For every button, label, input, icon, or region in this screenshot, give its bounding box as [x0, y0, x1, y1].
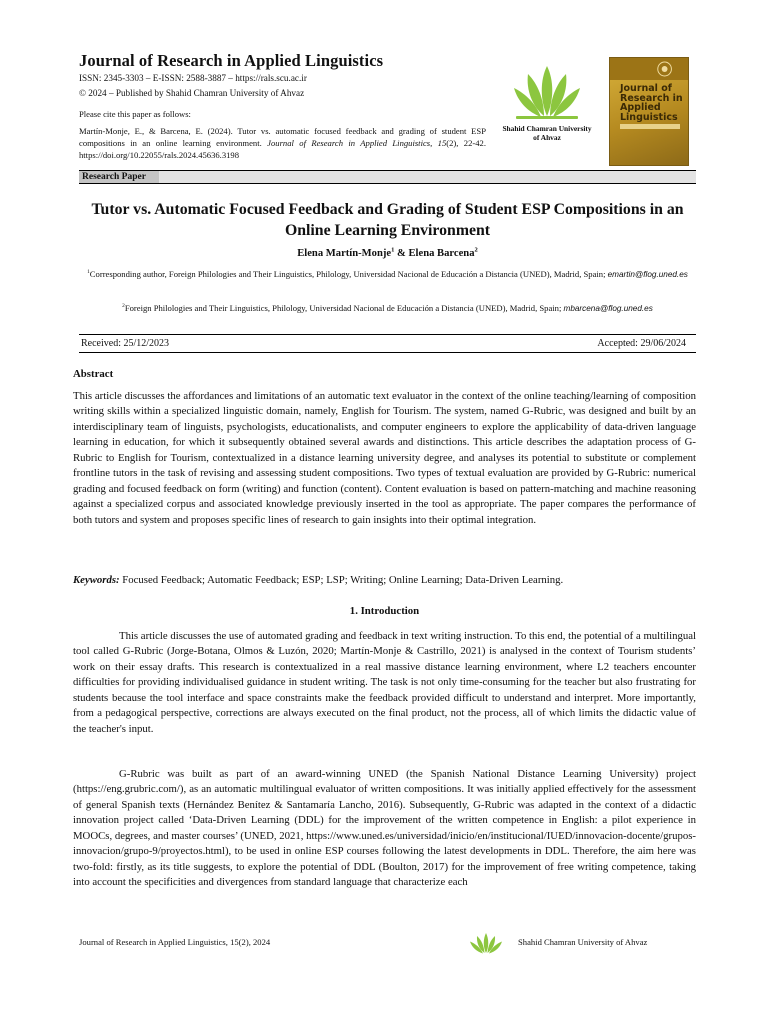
journal-cover: [609, 57, 689, 166]
university-logo: [500, 64, 594, 142]
keywords-list: Focused Feedback; Automatic Feedback; ESP; LSP; Writing; Online Learning; Data-Driven Learning.: [119, 574, 564, 586]
footer-leaf-logo-icon: [467, 932, 505, 954]
author-separator: &: [394, 248, 409, 259]
journal-title: Journal of Research in Applied Linguistics: [79, 51, 384, 70]
affiliation-2: [79, 302, 696, 315]
affiliation-2-email[interactable]: mbarcena@flog.uned.es: [563, 304, 653, 313]
keywords-label: Keywords:: [73, 574, 120, 586]
footer-university: Shahid Chamran University of Ahvaz: [518, 937, 648, 947]
section-bar: [79, 170, 696, 184]
citation-doi[interactable]: (2), 22-42. https://doi.org/10.22055/rals.2024.45636.3198: [79, 138, 486, 160]
citation-heading: Please cite this paper as follows:: [79, 109, 191, 119]
affiliation-1: [79, 268, 696, 281]
introduction-heading: 1. Introduction: [349, 605, 420, 617]
author-2-sup: 2: [474, 246, 478, 254]
cover-title: Journal of Research in Applied Linguistics: [620, 83, 683, 123]
affiliation-1-text: Corresponding author, Foreign Philologies and Their Linguistics, Philology, Universidad Nacional de Educación a Distancia (UNED), Madrid, Spain;: [89, 269, 606, 279]
introduction-paragraph-1: This article discusses the use of automated grading and feedback in text writing instruction. To this end, the potential of a multilingual tool called G-Rubric (Jorge-Botana, Olmos & Luzón, 2020; Martín-Monje & Castrillo, 2021) is analysed in the context of Tourism students’ work on their essay drafts. This research is contextualized in a real massive distance learning environment, where L2 teachers encounter difficulties for providing individualised guidance in student writing. The task is not only time-consuming for the teacher but also frustrating for students because the tool interface and space constraints make the feedback provided difficult to understand and interpret. More importantly, from a pedagogical perspective, corrections are always executed on the final product, not the process, all of which limits the didactic value of the teacher's input.: [73, 630, 696, 735]
citation-authors: Martín-Monje, E., & Barcena, E. (2024). Tutor vs. automatic focused feedback and grading of student ESP compositions in an online learning environment.: [79, 126, 486, 148]
authors: [79, 248, 696, 259]
cover-ornament-icon: [610, 58, 688, 80]
citation-box: [79, 108, 486, 161]
university-logo-text: Shahid Chamran University of Ahvaz: [502, 124, 592, 142]
issn-line: ISSN: 2345-3303 – E-ISSN: 2588-3887 – https://rals.scu.ac.ir: [79, 73, 307, 83]
citation-journal: Journal of Research in Applied Linguistics, 15: [267, 138, 447, 148]
cover-bar: [620, 124, 680, 129]
paper-title: Tutor vs. Automatic Focused Feedback and Grading of Student ESP Compositions in an Online Learning Environment: [91, 201, 684, 239]
abstract-text: [73, 389, 696, 528]
introduction-paragraph-2: G-Rubric was built as part of an award-winning UNED (the Spanish National Distance Learning University) project (https://eng.grubric.com/), as an automatic multilingual evaluator of written compositions. It was initially applied effectively for the assessment of general Spanish texts (Hernández Benítez & Santamaría Lancho, 2016). Subsequently, G-Rubric was adapted in the context of a didactic innovation project called ‘Data-Driven Learning (DDL) for the improvement of the written competence in English: a pilot experience in MOOCs, degrees, and master courses’ (UNED, 2021, https://www.uned.es/universidad/inicio/en/institucional/IUED/innovacion-docente/grupos-innovacion/grupo-9/proyectos.html), to be used in online ESP courses following the latest developments in DDL. Therefore, the aim here was two-fold: firstly, as its title suggests, to explore the potential of DDL (Boulton, 2017) for the improvement of free writing competence, taking into account the specificities and divergences from standard language that characterize each: [73, 768, 696, 889]
abstract-paragraph: This article discusses the affordances and limitations of an automatic text evaluator in the context of the online teaching/learning of composition writing skills within a specialized linguistic domain, namely, English for Tourism. The system, named G-Rubric, was designed and built by an interdisciplinary team of linguists, psychologists, educationalists, and computer engineers to explore the applicability of data-driven language learning in education, for which it subsequently obtained several awards and distinctions. This article describes the adaptation process of G-Rubric to English for Tourism, contextualized in a distance learning university degree, and analyses its potential to substitute or complement frontline tutors in the task of revising and assessing student compositions. Two types of textual evaluation are provided by G-Rubric: numerical grading and focused feedback on form (writing) and function (content). Content evaluation is based on pattern-matching and machine reasoning against a specialized corpus and associated knowledge previously inserted in the tool as appropriate. The paper compares the performance of both tutors and system and proposes specific lines of research to gain insights into their optimal integration.: [73, 390, 696, 526]
footer-logo: [467, 932, 505, 959]
author-2: Elena Barcena: [408, 248, 475, 259]
copyright-line: © 2024 – Published by Shahid Chamran University of Ahvaz: [79, 88, 305, 98]
affiliation-1-email[interactable]: emartin@flog.uned.es: [607, 270, 688, 279]
footer-journal: Journal of Research in Applied Linguistics, 15(2), 2024: [79, 937, 271, 947]
affiliation-2-sup: 2: [122, 303, 125, 310]
accepted-date: Accepted: 29/06/2024: [597, 338, 686, 349]
affiliation-1-sup: 1: [87, 269, 90, 276]
introduction-para-1: [73, 629, 696, 737]
keywords: [73, 574, 696, 586]
abstract-heading: Abstract: [73, 368, 114, 380]
introduction-para-2: [73, 767, 696, 891]
leaf-logo-icon: [510, 64, 584, 120]
dates-bar: [79, 334, 696, 353]
section-label: Research Paper: [79, 171, 159, 183]
author-1: Elena Martín-Monje: [297, 248, 392, 259]
citation-text: [79, 125, 486, 161]
affiliation-2-text: Foreign Philologies and Their Linguistics, Philology, Universidad Nacional de Educación a Distancia (UNED), Madrid, Spain;: [124, 303, 562, 313]
received-date: Received: 25/12/2023: [81, 338, 170, 349]
author-1-sup: 1: [391, 246, 395, 254]
